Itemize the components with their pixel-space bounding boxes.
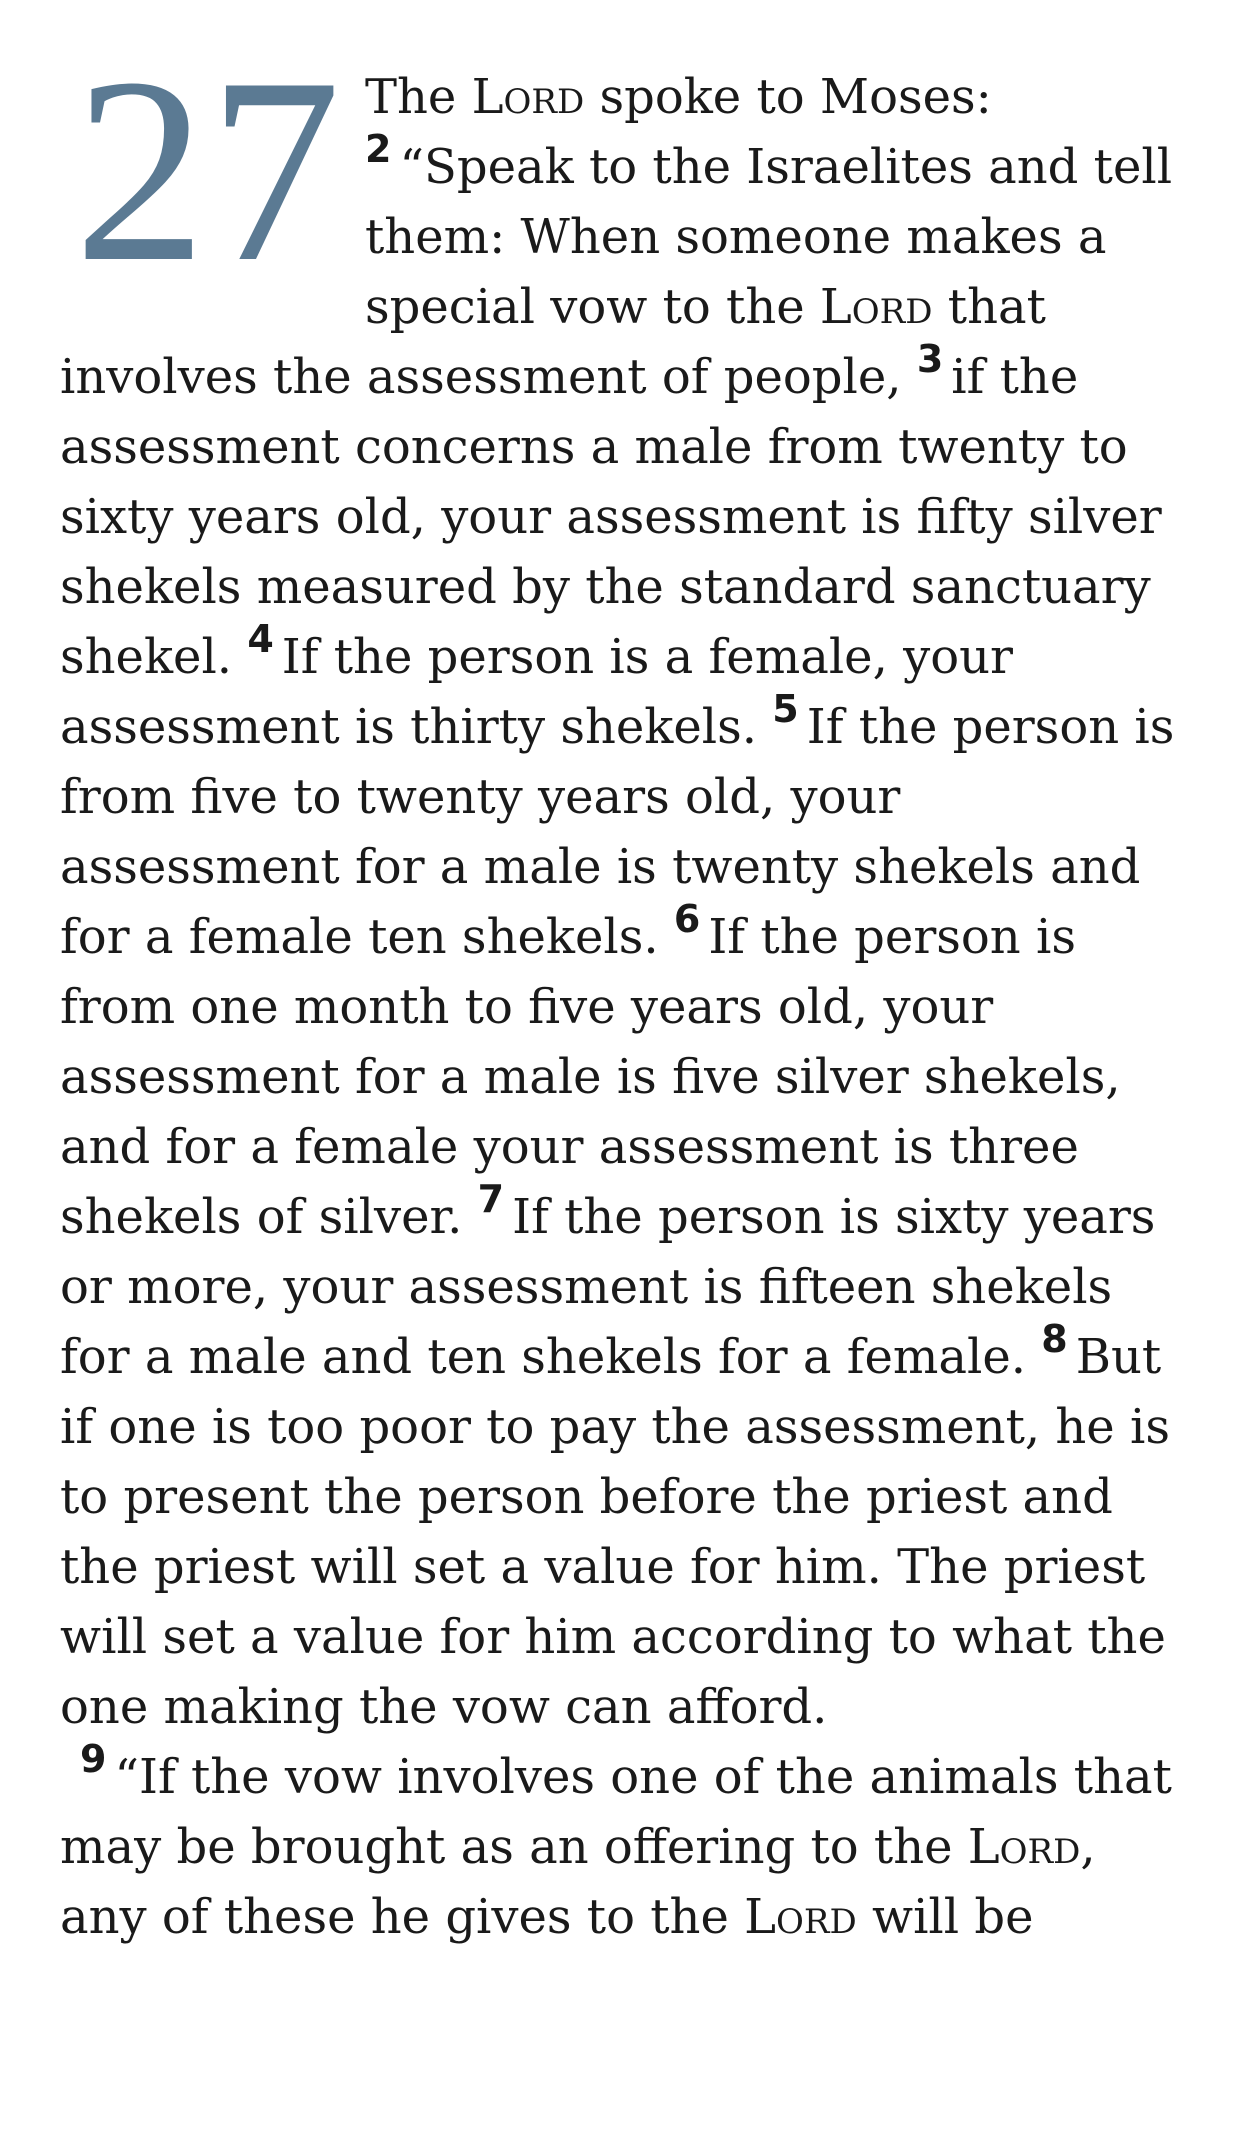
verse-9-text: , any of these he gives to the [60,1819,1096,1945]
verse-1-text: spoke to Moses: [584,69,992,125]
verse-number: 6 [673,897,701,942]
verse-5-text: If the person is from five to twenty years old, your assessment for a male is twenty shekels and for a female ten shekels. [60,699,1175,965]
verse-number: 3 [916,337,944,382]
divine-name: Lord [967,1819,1081,1875]
paragraph [60,24,1195,1742]
verse-number: 9 [80,1737,107,1782]
paragraph [60,1737,1195,1952]
verse-number: 2 [365,127,392,172]
verse-7-text: If the person is sixty years or more, your assessment is fifteen shekels for a male and ten shekels for a female. [60,1189,1156,1385]
verse-8-text: But if one is too poor to pay the assessment, he is to present the person before the priest and the priest will set a value for him. The priest will set a value for him according to what the one making the vow can afford. [60,1329,1170,1735]
chapter-number: 27 [74,24,343,317]
verse-number: 7 [477,1177,505,1222]
verse-6-text: If the person is from one month to five years old, your assessment for a male is five silver shekels, and for a female your assessment is three shekels of silver. [60,909,1121,1245]
divine-name: Lord [744,1889,857,1945]
verse-number: 5 [772,687,799,732]
verse-2-text: “Speak to the Israelites and tell them: When someone makes a special vow to the [365,139,1173,335]
verse-9-text: “If the vow involves one of the animals that may be brought as an offering to the [60,1749,1172,1875]
scripture-page [60,24,1195,1952]
verse-number: 4 [247,617,274,662]
verse-3-text: if the assessment concerns a male from twenty to sixty years old, your assessment is fifty silver shekels measured by the standard sanctuary shekel. [60,349,1162,685]
verse-9-text: will be [856,1889,1034,1945]
verse-number: 8 [1041,1317,1068,1362]
divine-name: Lord [819,279,933,335]
verse-4-text: If the person is a female, your assessment is thirty shekels. [60,629,1013,755]
verse-2-text: that involves the assessment of people, [60,279,1046,405]
verse-1-text: The [365,69,472,125]
divine-name: Lord [471,69,585,125]
